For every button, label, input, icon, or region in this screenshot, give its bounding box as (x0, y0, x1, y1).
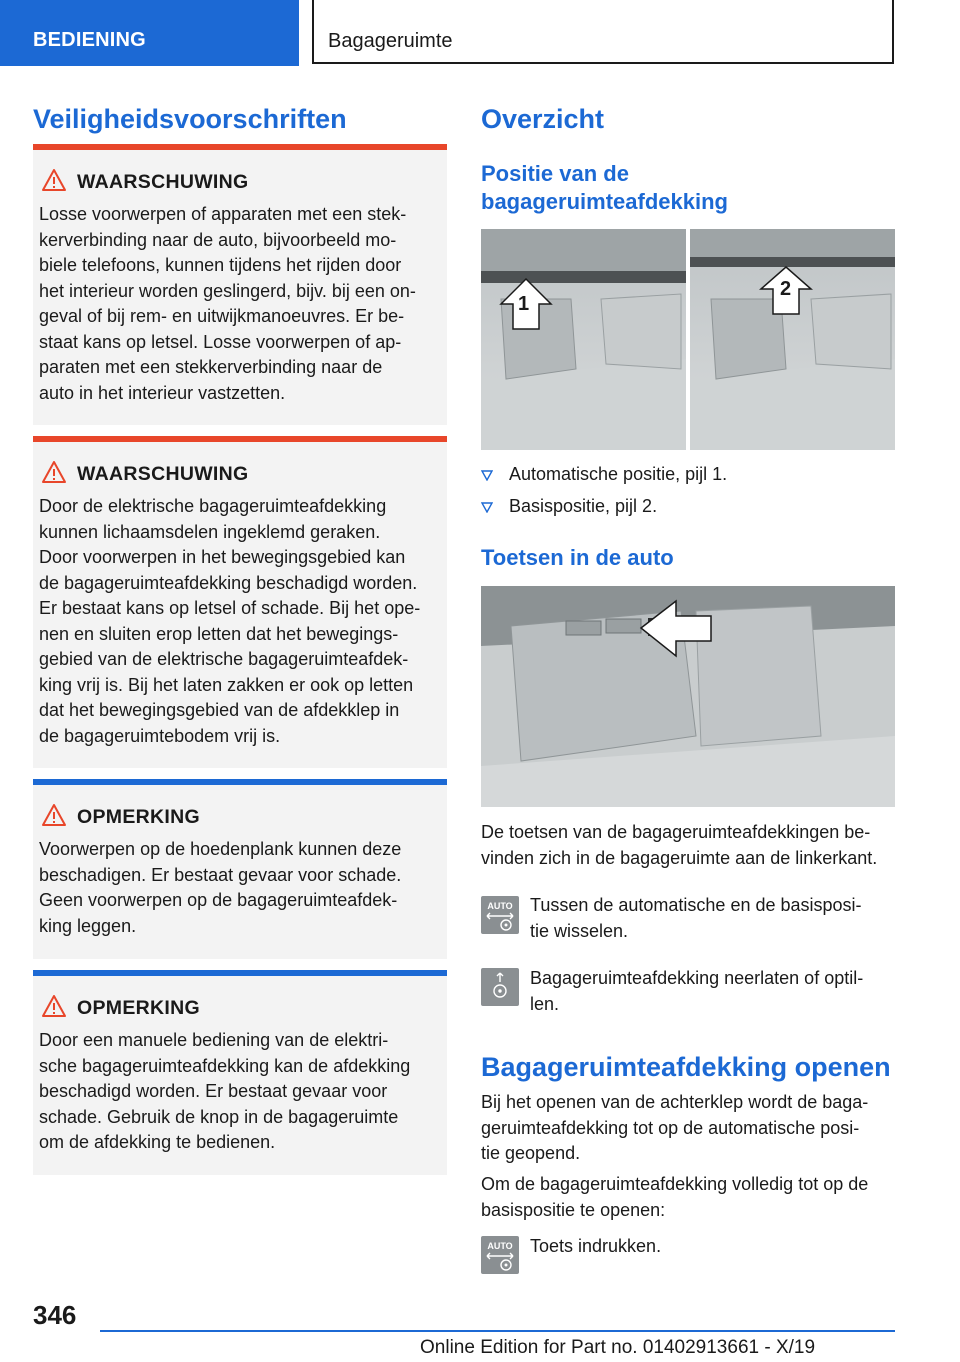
overview-heading: Overzicht (481, 104, 605, 134)
notice-text: Door een manuele bediening van de elektri- sche bagageruimteafdekking kan de afdekking beschadigd worden. Er bestaat gevaar voor schade. Gebruik de knop in de bagageruimte om de afdekking te bedienen. (39, 1030, 411, 1152)
auto-button-icon (481, 1236, 521, 1274)
arrow-1-label: 1 (518, 293, 530, 315)
cover-position-photos (481, 229, 895, 450)
arrow-2-label: 2 (780, 278, 792, 300)
cover-position-heading: Positie van de bagageruimteafdekking (481, 161, 728, 214)
notice-text: Losse voorwerpen of apparaten met een stek- kerverbinding naar de auto, bijvoorbeeld mo- biele telefoons, kunnen tijdens het rijden door het interieur worden geslingerd, bijv. bij een on- geval of bij rem- en uitwijkmanoeuvres. Er be- staat kans op letsel. Losse voorwerpen of ap- paraten met een stekkerverbinding naar de auto in het interieur vastzetten. (39, 204, 416, 403)
warning-triangle-icon (41, 994, 67, 1018)
note-box-2 (33, 970, 447, 1175)
triangle-bullet-icon (481, 470, 493, 481)
warning-triangle-icon (41, 168, 67, 192)
svg-text:AUTO: AUTO (487, 901, 513, 911)
bullet-text: Automatische positie, pijl 1. (509, 464, 728, 484)
triangle-bullet-icon (481, 502, 493, 513)
open-fully-text: Om de bagageruimteafdekking volledig tot op de basispositie te openen: (481, 1174, 869, 1220)
warning-box-2 (33, 436, 447, 768)
warning-triangle-icon (41, 460, 67, 484)
auto-button-text: Tussen de automatische en de basisposi- tie wisselen. (530, 895, 862, 941)
auto-button-icon (481, 896, 521, 934)
notice-title: WAARSCHUWING (77, 171, 249, 193)
open-cover-heading: Bagageruimteafdekking openen (481, 1052, 891, 1082)
buttons-heading: Toetsen in de auto (481, 545, 674, 570)
notice-text: Door de elektrische bagageruimteafdekking kunnen lichaamsdelen ingeklemd geraken. Door voorwerpen in het bewegingsgebied kan de bagageruimteafdekking beschadigd worden. Er bestaat kans op letsel of schade. Bij het ope- nen en sluiten erop letten dat het bewegings- gebied van de elektrische bagageruimteafdek- king vrij is. Bij het laten zakken er ook op letten dat het bewegingsgebied van de afdekklep in de bagageruimtebodem vrij is. (39, 496, 421, 746)
svg-text:AUTO: AUTO (487, 1241, 513, 1251)
section-label: BEDIENING (33, 29, 146, 51)
cover-lower-raise-icon (481, 968, 521, 1006)
edition-text: Online Edition for Part no. 01402913661 - X/19 (420, 1337, 816, 1358)
open-cover-text: Bij het openen van de achterklep wordt de baga- geruimteafdekking tot op de automatische posi- tie geopend. (481, 1092, 869, 1163)
warning-box-1 (33, 144, 447, 425)
note-box-1 (33, 779, 447, 959)
press-button-text: Toets indrukken. (530, 1236, 662, 1256)
topic-label: Bagageruimte (328, 30, 453, 52)
notice-title: OPMERKING (77, 806, 200, 828)
notice-title: OPMERKING (77, 997, 200, 1019)
trunk-buttons-photo (481, 586, 895, 807)
buttons-location-text: De toetsen van de bagageruimteafdekkingen be- vinden zich in de bagageruimte aan de linkerkant. (481, 822, 878, 868)
notice-title: WAARSCHUWING (77, 463, 249, 485)
safety-heading: Veiligheidsvoorschriften (33, 104, 347, 134)
cover-lower-raise-text: Bagageruimteafdekking neerlaten of optil- len. (530, 968, 864, 1014)
bullet-text: Basispositie, pijl 2. (509, 496, 658, 516)
topic-box (312, 0, 894, 64)
footer-divider (100, 1330, 895, 1332)
page-number: 346 (33, 1300, 77, 1330)
notice-text: Voorwerpen op de hoedenplank kunnen deze beschadigen. Er bestaat gevaar voor schade. Geen voorwerpen op de bagageruimteafdek- king leggen. (39, 839, 402, 936)
section-tab (0, 0, 299, 66)
warning-triangle-icon (41, 803, 67, 827)
